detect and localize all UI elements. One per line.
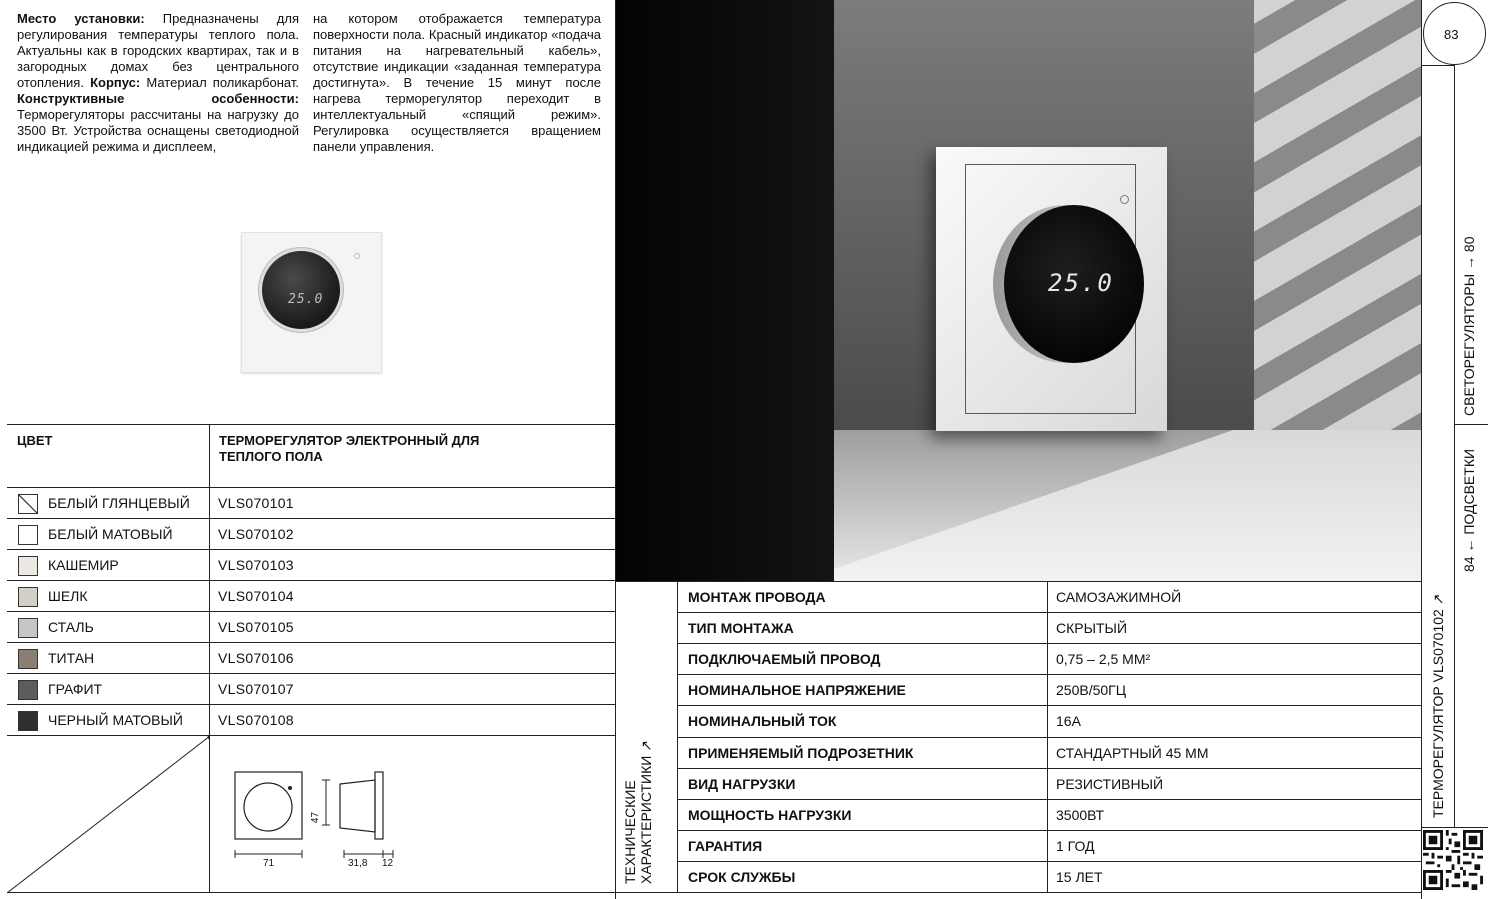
spec-key: НОМИНАЛЬНОЕ НАПРЯЖЕНИЕ xyxy=(688,682,906,698)
dim-height: 47 xyxy=(310,811,322,824)
spec-row xyxy=(678,769,1422,800)
spec-key: ВИД НАГРУЗКИ xyxy=(688,776,796,792)
header-color: ЦВЕТ xyxy=(17,433,53,448)
spec-section-label: ТЕХНИЧЕСКИЕ ХАРАКТЕРИСТИКИ ↗ xyxy=(622,740,654,884)
product-code: VLS070108 xyxy=(218,712,294,728)
color-swatch xyxy=(18,556,38,576)
spec-row xyxy=(678,800,1422,831)
spec-key: ПРИМЕНЯЕМЫЙ ПОДРОЗЕТНИК xyxy=(688,745,914,761)
color-row xyxy=(7,488,615,519)
spec-row xyxy=(678,738,1422,769)
spec-value: 1 ГОД xyxy=(1056,838,1095,854)
spec-value: СКРЫТЫЙ xyxy=(1056,620,1128,636)
product-label: ТЕРМОРЕГУЛЯТОР VLS070102 ↗ xyxy=(1430,593,1446,818)
spec-value: 15 ЛЕТ xyxy=(1056,869,1103,885)
product-code: VLS070104 xyxy=(218,588,294,604)
empty-cell-diagonal xyxy=(7,736,210,893)
spec-key: ПОДКЛЮЧАЕМЫЙ ПРОВОД xyxy=(688,651,881,667)
spec-value: 3500ВТ xyxy=(1056,807,1105,823)
spec-key: ТИП МОНТАЖА xyxy=(688,620,794,636)
header-product: ТЕРМОРЕГУЛЯТОР ЭЛЕКТРОННЫЙ ДЛЯ ТЕПЛОГО ПОЛА xyxy=(219,433,480,464)
product-code: VLS070107 xyxy=(218,681,294,697)
sidebar-rule-3 xyxy=(1421,827,1488,828)
product-code: VLS070102 xyxy=(218,526,294,542)
spec-key: ГАРАНТИЯ xyxy=(688,838,763,854)
nav-prev-link[interactable]: 84 ← ПОДСВЕТКИ xyxy=(1461,448,1477,572)
product-code: VLS070101 xyxy=(218,495,294,511)
spec-value: 250В/50ГЦ xyxy=(1056,682,1127,698)
color-name: БЕЛЫЙ МАТОВЫЙ xyxy=(48,526,173,542)
product-code: VLS070105 xyxy=(218,619,294,635)
dim-depth: 31,8 xyxy=(348,858,368,869)
spec-row xyxy=(678,613,1422,644)
color-swatch xyxy=(18,711,38,731)
spec-row xyxy=(678,862,1422,893)
dim-width: 71 xyxy=(263,858,275,869)
spec-row xyxy=(678,582,1422,613)
color-name: БЕЛЫЙ ГЛЯНЦЕВЫЙ xyxy=(48,495,190,511)
product-thumbnail xyxy=(241,232,382,373)
hero-photo xyxy=(616,0,1421,581)
color-swatch xyxy=(18,587,38,607)
hero-display: 25.0 xyxy=(1048,269,1114,297)
color-name: ГРАФИТ xyxy=(48,681,103,697)
color-name: ШЕЛК xyxy=(48,588,88,604)
color-swatch xyxy=(18,680,38,700)
spec-value: РЕЗИСТИВНЫЙ xyxy=(1056,776,1164,792)
color-row xyxy=(7,519,615,550)
text-features: Терморегуляторы рассчитаны на нагрузку до 3500 Вт. Устройства оснащены светодиодной индикацией режима и дисплеем, xyxy=(17,107,299,154)
sidebar-inner-rule xyxy=(1454,65,1455,827)
label-features: Конструктивные особенности: xyxy=(17,91,299,106)
product-code: VLS070103 xyxy=(218,557,294,573)
spec-key: МОЩНОСТЬ НАГРУЗКИ xyxy=(688,807,852,823)
description-column-1 xyxy=(17,11,299,155)
qr-code-icon[interactable] xyxy=(1423,830,1483,890)
spec-value: 16А xyxy=(1056,713,1081,729)
table-top-rule xyxy=(7,424,615,425)
color-row xyxy=(7,581,615,612)
color-swatch xyxy=(18,618,38,638)
label-installation: Место установки: xyxy=(17,11,145,26)
dim-depth-2: 12 xyxy=(382,858,394,869)
color-swatch xyxy=(18,649,38,669)
description-column-2: на котором отображается температура поверхности пола. Красный индикатор «подача питания на нагревательный кабель», отсутствие индикации «заданная температура достигнута». В течение 15 минут после нагрева терморегулятор переходит в интеллектуальный «спящий режим». Регулировка осуществляется вращением панели управления. xyxy=(313,11,601,154)
color-name: ТИТАН xyxy=(48,650,95,666)
spec-value: САМОЗАЖИМНОЙ xyxy=(1056,589,1182,605)
text-body: Материал поликарбонат. xyxy=(140,75,299,90)
color-row xyxy=(7,643,615,674)
product-code: VLS070106 xyxy=(218,650,294,666)
spec-row xyxy=(678,644,1422,675)
spec-row xyxy=(678,831,1422,862)
thumb-display: 25.0 xyxy=(288,292,324,307)
sidebar-rule-2 xyxy=(1454,424,1488,425)
text-installation: Предназначены для регулирования температуры теплого пола. Актуальны как в городских квартирах, так и в загородных домах без центрального отопления. xyxy=(17,11,299,90)
color-name: ЧЕРНЫЙ МАТОВЫЙ xyxy=(48,712,183,728)
spec-row xyxy=(678,675,1422,706)
color-row xyxy=(7,550,615,581)
color-row xyxy=(7,674,615,705)
label-body: Корпус: xyxy=(90,75,141,90)
color-name: СТАЛЬ xyxy=(48,619,94,635)
color-row xyxy=(7,705,615,736)
page-number: 83 xyxy=(1444,27,1459,42)
nav-next-link[interactable]: СВЕТОРЕГУЛЯТОРЫ → 80 xyxy=(1461,236,1477,416)
thermostat-frame xyxy=(936,147,1167,431)
color-row xyxy=(7,612,615,643)
spec-key: СРОК СЛУЖБЫ xyxy=(688,869,796,885)
spec-value: СТАНДАРТНЫЙ 45 ММ xyxy=(1056,745,1209,761)
color-name: КАШЕМИР xyxy=(48,557,119,573)
color-swatch xyxy=(18,525,38,545)
spec-row xyxy=(678,706,1422,737)
spec-key: НОМИНАЛЬНЫЙ ТОК xyxy=(688,713,837,729)
sidebar-rule-1 xyxy=(1421,65,1455,66)
color-swatch xyxy=(18,494,38,514)
spec-key: МОНТАЖ ПРОВОДА xyxy=(688,589,826,605)
spec-value: 0,75 – 2,5 ММ² xyxy=(1056,651,1151,667)
